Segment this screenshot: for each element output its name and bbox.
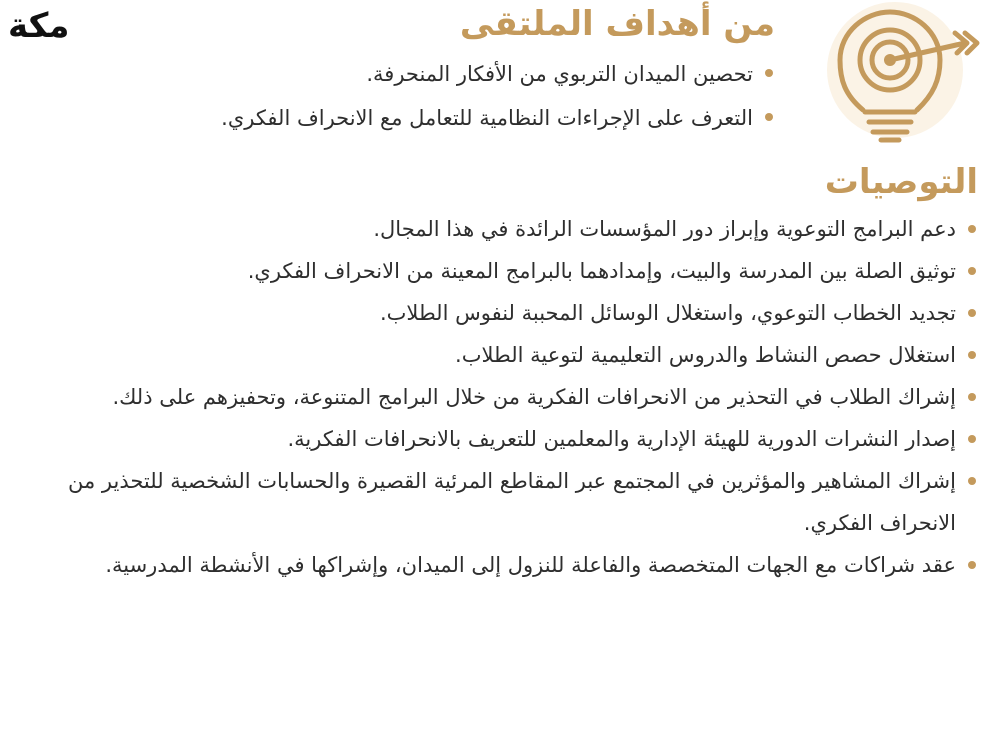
recommendations-title: التوصيات <box>824 162 978 202</box>
newspaper-logo: مكة <box>8 6 70 46</box>
list-item: إصدار النشرات الدورية للهيئة الإدارية والمعلمين للتعريف بالانحرافات الفكرية. <box>18 418 978 460</box>
list-item: توثيق الصلة بين المدرسة والبيت، وإمدادهما بالبرامج المعينة من الانحراف الفكري. <box>18 250 978 292</box>
list-item: تحصين الميدان التربوي من الأفكار المنحرفة. <box>15 52 775 96</box>
list-item: استغلال حصص النشاط والدروس التعليمية لتوعية الطلاب. <box>18 334 978 376</box>
list-item: إشراك المشاهير والمؤثرين في المجتمع عبر المقاطع المرئية القصيرة والحسابات الشخصية للتحذير من الانحراف الفكري. <box>18 460 978 544</box>
list-item: إشراك الطلاب في التحذير من الانحرافات الفكرية من خلال البرامج المتنوعة، وتحفيزهم على ذلك. <box>18 376 978 418</box>
goals-title: من أهداف الملتقى <box>459 4 775 44</box>
list-item: عقد شراكات مع الجهات المتخصصة والفاعلة للنزول إلى الميدان، وإشراكها في الأنشطة المدرسية. <box>18 544 978 586</box>
list-item: تجديد الخطاب التوعوي، واستغلال الوسائل المحببة لنفوس الطلاب. <box>18 292 978 334</box>
goals-list <box>15 52 775 140</box>
list-item: التعرف على الإجراءات النظامية للتعامل مع الانحراف الفكري. <box>15 96 775 140</box>
recommendations-list <box>18 208 978 586</box>
lightbulb-target-icon <box>815 0 985 150</box>
list-item: دعم البرامج التوعوية وإبراز دور المؤسسات الرائدة في هذا المجال. <box>18 208 978 250</box>
